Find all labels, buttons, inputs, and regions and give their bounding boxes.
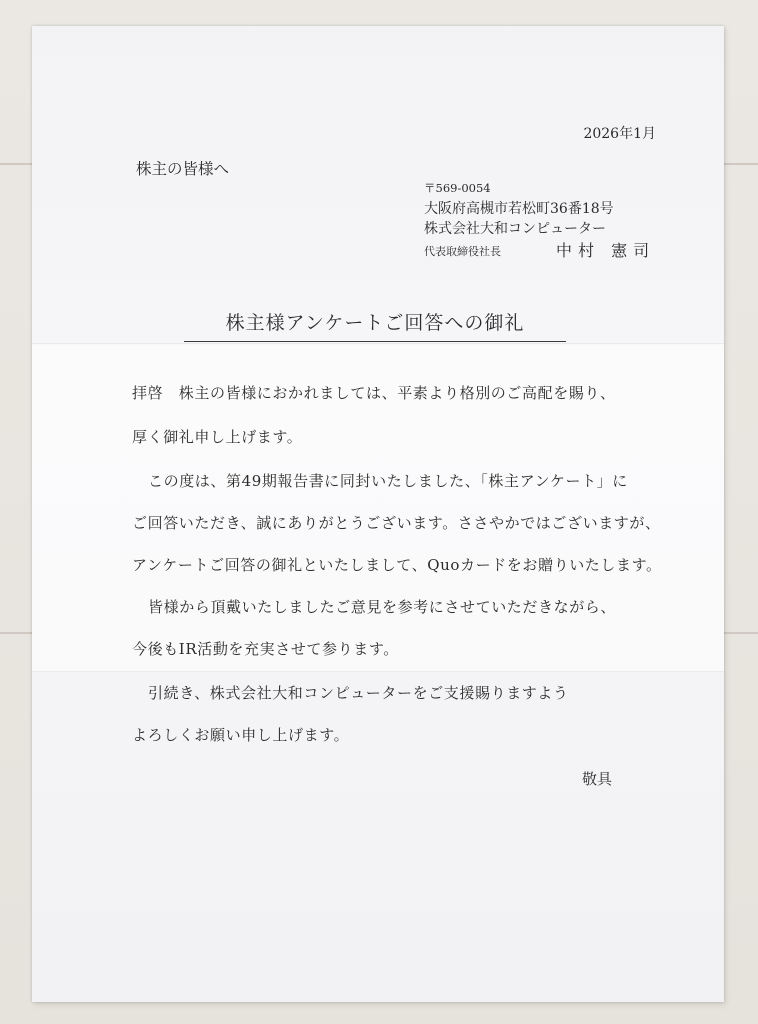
letter-paper (32, 26, 724, 1002)
closing-remark: 敬具 (581, 770, 612, 788)
paper-top-panel (32, 26, 724, 342)
body-line: ご回答いただき、誠にありがとうございます。ささやかではございますが、 (132, 514, 661, 532)
salutation: 株主の皆様へ (136, 160, 230, 178)
paper-bottom-panel (32, 672, 724, 1002)
body-line: アンケートご回答の御礼といたしまして、Quoカードをお贈りいたします。 (132, 556, 662, 574)
postal-code: 〒569-0054 (424, 181, 491, 195)
body-line: 引続き、株式会社大和コンピューターをご支援賜りますよう (148, 684, 569, 702)
fold-crease (32, 343, 724, 345)
body-line: この度は、第49期報告書に同封いたしました、「株主アンケート」に (148, 472, 628, 490)
fold-crease (32, 671, 724, 673)
body-line: 今後もIR活動を充実させて参ります。 (132, 640, 399, 658)
sender-address: 大阪府高槻市若松町36番18号 (424, 201, 614, 217)
letter-title: 株主様アンケートご回答への御礼 (184, 308, 566, 342)
company-name: 株式会社大和コンピューター (424, 221, 606, 237)
body-line: 厚く御礼申し上げます。 (132, 428, 303, 446)
body-line: 拝啓 株主の皆様におかれましては、平素より格別のご高配を賜り、 (132, 384, 616, 402)
representative-title: 代表取締役社長 (424, 245, 501, 258)
letter-date: 2026年1月 (583, 126, 656, 142)
body-line: よろしくお願い申し上げます。 (132, 726, 350, 744)
body-line: 皆様から頂戴いたしましたご意見を参考にさせていただきながら、 (148, 598, 617, 616)
representative-name: 中村 憲司 (556, 241, 656, 260)
